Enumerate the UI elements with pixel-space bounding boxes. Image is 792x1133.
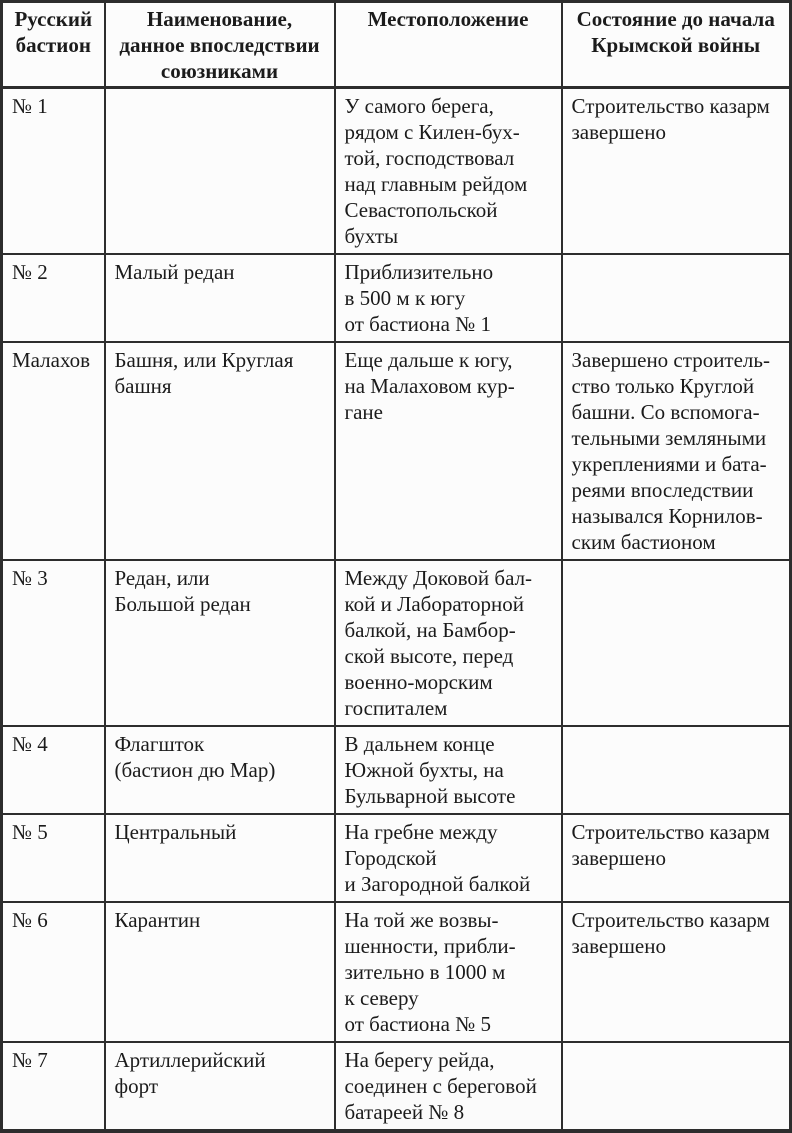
bastion-cell: № 4 (2, 726, 105, 814)
table-row (2, 814, 791, 902)
name-cell: Центральный (105, 814, 335, 902)
location-cell: В дальнем конце Южной бухты, на Бульварной высоте (335, 726, 562, 814)
condition-cell (562, 254, 791, 342)
location-cell: Между Доковой бал- кой и Лабораторной балкой, на Бамбор- ской высоте, перед военно-морским госпиталем (335, 560, 562, 726)
location-cell: У самого берега, рядом с Килен-бух- той, господствовал над главным рейдом Севастопольской бухты (335, 88, 562, 255)
condition-cell (562, 560, 791, 726)
table-row (2, 902, 791, 1042)
location-cell: Приблизительно в 500 м к югу от бастиона № 1 (335, 254, 562, 342)
condition-cell (562, 1042, 791, 1131)
header-condition: Состояние до начала Крымской войны (562, 2, 791, 88)
header-bastion: Русский бастион (2, 2, 105, 88)
table-row (2, 88, 791, 255)
bastion-cell: № 3 (2, 560, 105, 726)
condition-cell: Строительство казарм завершено (562, 902, 791, 1042)
name-cell: Редан, или Большой редан (105, 560, 335, 726)
name-cell (105, 88, 335, 255)
name-cell: Башня, или Круглая башня (105, 342, 335, 560)
name-cell: Малый редан (105, 254, 335, 342)
bastion-cell: № 6 (2, 902, 105, 1042)
name-cell: Флагшток (бастион дю Мар) (105, 726, 335, 814)
name-cell: Карантин (105, 902, 335, 1042)
location-cell: На той же возвы- шенности, прибли- зительно в 1000 м к северу от бастиона № 5 (335, 902, 562, 1042)
condition-cell: Строительство казарм завершено (562, 88, 791, 255)
table-row (2, 1042, 791, 1131)
bastion-cell: № 7 (2, 1042, 105, 1131)
bastion-cell: № 2 (2, 254, 105, 342)
table-row (2, 560, 791, 726)
location-cell: Еще дальше к югу, на Малаховом кур- гане (335, 342, 562, 560)
header-location: Местоположение (335, 2, 562, 88)
name-cell: Артиллерийский форт (105, 1042, 335, 1131)
header-name: Наименование, данное впоследствии союзниками (105, 2, 335, 88)
location-cell: На берегу рейда, соединен с береговой батареей № 8 (335, 1042, 562, 1131)
condition-cell: Строительство казарм завершено (562, 814, 791, 902)
table-row (2, 254, 791, 342)
table-row (2, 342, 791, 560)
location-cell: На гребне между Городской и Загородной балкой (335, 814, 562, 902)
condition-cell (562, 726, 791, 814)
bastion-cell: Малахов (2, 342, 105, 560)
condition-cell: Завершено строитель- ство только Круглой башни. Со вспомога- тельными земляными укреплениями и бата- реями впоследствии назывался Корнилов- ским бастионом (562, 342, 791, 560)
bastion-cell: № 1 (2, 88, 105, 255)
table-row (2, 726, 791, 814)
bastion-cell: № 5 (2, 814, 105, 902)
table-header-row (2, 2, 791, 88)
